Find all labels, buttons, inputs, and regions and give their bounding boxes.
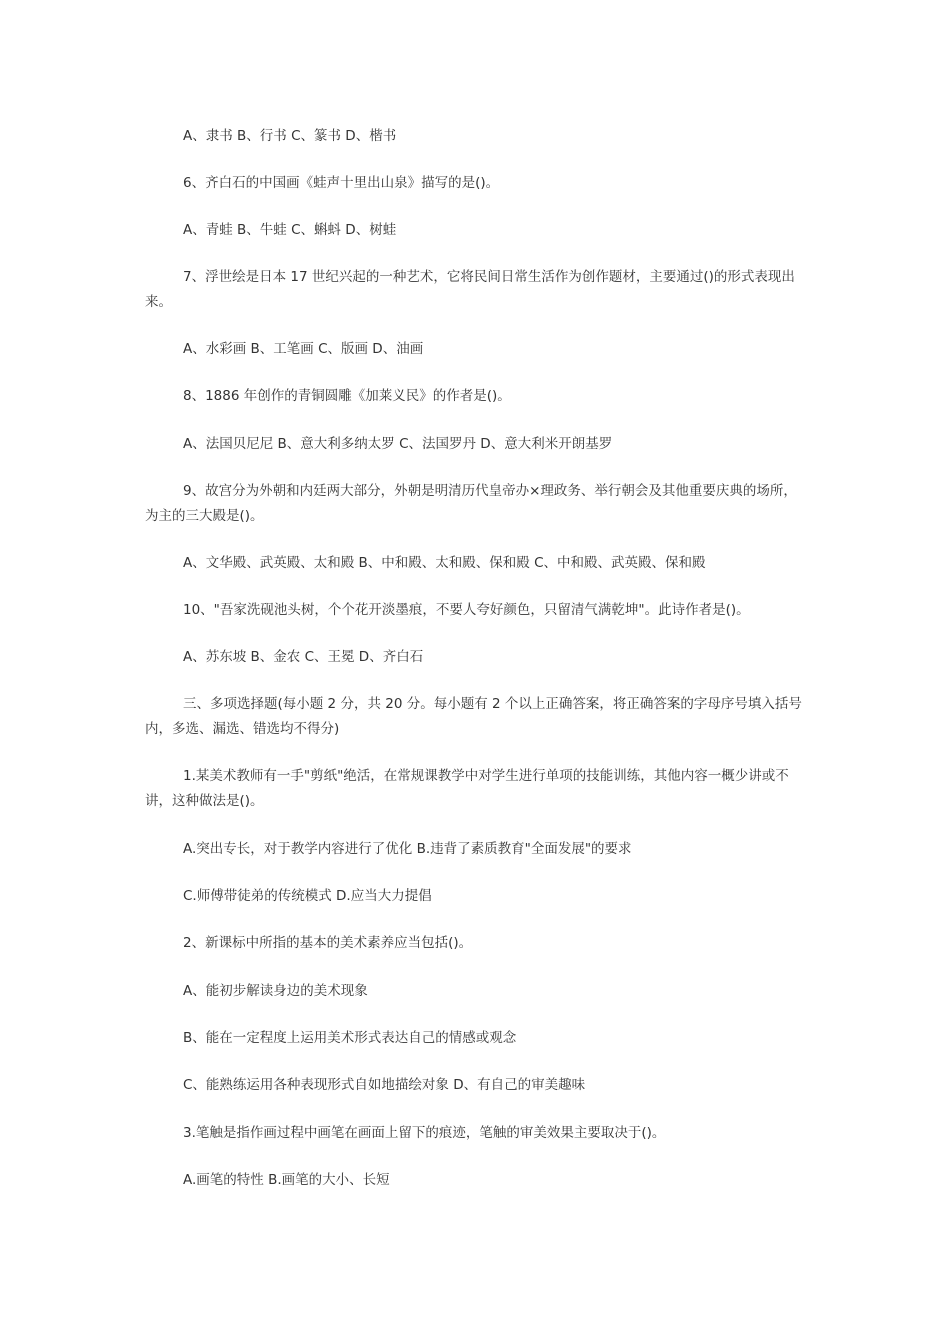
option-line: A、能初步解读身边的美术现象 <box>183 983 368 999</box>
question-line: 9、故宫分为外朝和内廷两大部分，外朝是明清历代皇帝办×理政务、举行朝会及其他重要庆典的场所，为主的三大殿是()。 <box>145 483 797 524</box>
section-heading: 三、多项选择题(每小题 2 分，共 20 分。每小题有 2 个以上正确答案，将正确答案的字母序号填入括号内，多选、漏选、错选均不得分) <box>145 696 802 737</box>
question-line: 8、1886 年创作的青铜圆雕《加莱义民》的作者是()。 <box>183 388 511 404</box>
question-line: 10、"吾家洗砚池头树，个个花开淡墨痕，不要人夸好颜色，只留清气满乾坤"。此诗作者是()。 <box>183 602 750 618</box>
option-line: A、法国贝尼尼 B、意大利多纳太罗 C、法国罗丹 D、意大利米开朗基罗 <box>183 436 613 452</box>
option-line: C、能熟练运用各种表现形式自如地描绘对象 D、有自己的审美趣味 <box>183 1077 586 1093</box>
option-line: C.师傅带徒弟的传统模式 D.应当大力提倡 <box>183 888 432 904</box>
option-line: A、水彩画 B、工笔画 C、版画 D、油画 <box>183 341 424 357</box>
option-line: A、青蛙 B、牛蛙 C、蝌蚪 D、树蛙 <box>183 222 397 238</box>
question-line: 3.笔触是指作画过程中画笔在画面上留下的痕迹，笔触的审美效果主要取决于()。 <box>183 1125 666 1141</box>
option-line: A.突出专长，对于教学内容进行了优化 B.违背了素质教育"全面发展"的要求 <box>183 841 632 857</box>
question-line: 1.某美术教师有一手"剪纸"绝活，在常规课教学中对学生进行单项的技能训练，其他内容一概少讲或不讲，这种做法是()。 <box>145 768 789 809</box>
option-line: A、隶书 B、行书 C、篆书 D、楷书 <box>183 128 397 144</box>
option-line: B、能在一定程度上运用美术形式表达自己的情感或观念 <box>183 1030 517 1046</box>
option-line: A、苏东坡 B、金农 C、王冕 D、齐白石 <box>183 649 424 665</box>
option-line: A.画笔的特性 B.画笔的大小、长短 <box>183 1172 390 1188</box>
option-line: A、文华殿、武英殿、太和殿 B、中和殿、太和殿、保和殿 C、中和殿、武英殿、保和殿 <box>183 555 706 571</box>
question-line: 7、浮世绘是日本 17 世纪兴起的一种艺术，它将民间日常生活作为创作题材，主要通过()的形式表现出来。 <box>145 269 795 310</box>
question-line: 2、新课标中所指的基本的美术素养应当包括()。 <box>183 935 473 951</box>
question-line: 6、齐白石的中国画《蛙声十里出山泉》描写的是()。 <box>183 175 500 191</box>
